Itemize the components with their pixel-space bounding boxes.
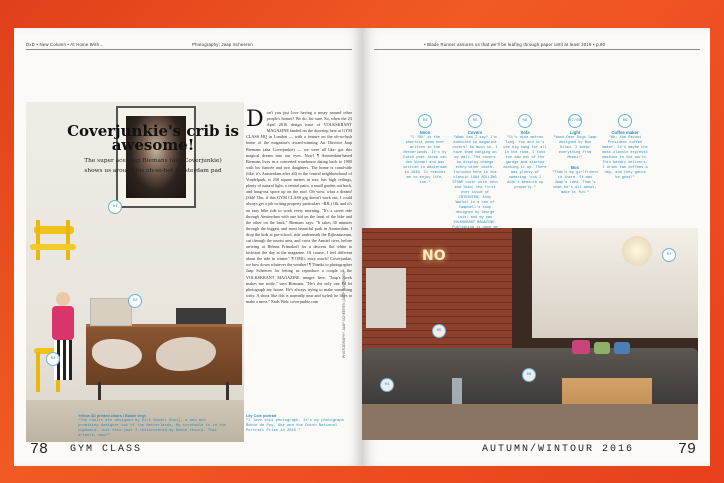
- sideboard-leg-left: [98, 382, 101, 400]
- caption-title: Sofa: [520, 130, 530, 135]
- page-number-left: 78: [30, 441, 49, 458]
- caption-portrait: [246, 414, 344, 434]
- cushion-blue: [614, 342, 630, 354]
- wooden-sideboard: [86, 324, 242, 385]
- issue-name: AUTUMN/WINTOUR 2016: [482, 444, 635, 455]
- left-running-head: DxD • New Column • At Home With…: [26, 42, 104, 47]
- photo-badge-icon: 06: [522, 368, 536, 382]
- floor: [362, 404, 698, 440]
- dropcap: D: [246, 107, 264, 132]
- caption-text: "Wood-Deer Dogs lamp designed by Ron Gilad. I swear everything from Moooi!": [553, 136, 597, 160]
- page-number-right: 79: [677, 441, 696, 458]
- caption-chairs-title: Yellow 3D printed chairs / Bowie vinyl: [78, 414, 146, 418]
- box-caption-title: Box: [570, 165, 580, 170]
- page-title: Coverjunkie's crib is awesome!: [67, 122, 239, 154]
- child-figure: [48, 292, 78, 382]
- yellow-3d-printed-chairs: [28, 220, 80, 264]
- ceiling-light: [622, 236, 652, 266]
- article-body: [246, 107, 352, 305]
- right-running-head: • Blade Runner assures us that we'll be leafing through paper until at least 2019 • p.80: [424, 42, 606, 47]
- window-light: [532, 228, 698, 338]
- vertical-photo-credit: PHOTOGRAPHY JAAP SCHEEREN (JAAP SCHEEREN): [342, 271, 346, 358]
- photo-badge-icon: 05: [432, 324, 446, 338]
- caption-portrait-text: "I love this photograph. It's my photograph Robin de Puy. She won the Dutch National Portrait Prize in 2015.": [246, 419, 344, 433]
- sideboard-leg-right: [226, 382, 229, 400]
- turntable: [176, 308, 226, 324]
- left-page: [14, 28, 362, 466]
- headline-block: [63, 124, 243, 176]
- subhead-line-2: shows us around his oh-so-hot Amsterdam pad: [84, 168, 222, 174]
- caption-badge-icon: 04: [418, 114, 432, 128]
- subhead-line-1: The super ace Jaap Biemans (aka Coverjunkie): [84, 158, 222, 164]
- article-body-text: on't you just love having a nosey around other people's homes? We do, for sure. So, when the 23 April 2016 design issue of VOLKSKRANT MAGAZINE landed on the doorstep here at GYM CLASS HQ in London — with a feature on the oh-so-lush home of the magazine's award-winning Art Director Jaap Biemans (aka Coverjunkie) — we were all like: got this magical dream into our eyes. Now! ¶ Amsterdam-based Biemans lives in a converted warehouse dating back to 1900 with his fiancée and two daughters. The home is canal-side (like, it's Amsterdam after all) in the central neighbourhood of Vondelpark, is 250 square metres in size, has high ceilings, plenty of natural light, a central patio, a small garden out back, and hang-out space up on the roof. Oh wow, what a dream! (Shh! Tbu, if this GYM CLASS gig doesn't work out, I could always get a job writing property particulars ~BJL) Oh, and it's an easy bike ride to work every morning. "It's a sweet ride through Amsterdam with one kid on the front of the bike and the other on the back," Biemans says. "It takes 30 minutes through the biggest and most beautiful park in Amsterdam. I drop the kids at pre-school, ride underneath the Rijksmuseum, cut through the tourist area, and cross the Amstel river, before arriving at Helena Primakoff for a descent flat white to kickstart the day at the magazine. Of course, I feel different about the ride in winter." ¶ OMG, envy much? Coverjunkie, we bow down whatever the weather! ¶ Thanks to photographer Jaap Scheeren for letting us reproduce a couple of the VOLKSKRANT MAGAZINE images here. "Jaap's work makes me smile," says Biemans. "He's the only one I'd let photograph my house. He's always trying to make something witty. A shoot like this is normally neat and styled; he likes to make a mess." Ends Web: coverjunkie.com: [246, 110, 352, 304]
- caption-chairs-text: "The chairs are designed by Dirk Vander Kooij, a new and promising designer out of the Netherlands. My turntable is in the cupboard. Just this year I rediscovered my Bowie record. That artwork, wow!": [78, 419, 227, 438]
- interior-photo: [362, 228, 698, 440]
- vinyl-records: [90, 298, 132, 326]
- header-rule: [374, 49, 700, 50]
- caption-text: "Ah, the Pavoni President coffee maker. It's maybe the most-classic espresso machine in the world. This beauty delivers. I drink two coffees a day, and they gotta be good!": [602, 136, 648, 180]
- caption-column-sofa: [502, 114, 548, 191]
- caption-badge-icon: 05: [468, 114, 482, 128]
- photography-credit-head: Photography: Jaap Scheeren: [192, 42, 253, 47]
- cushion-green: [594, 342, 610, 354]
- photo-badge-icon: 07: [662, 248, 676, 262]
- magazine-spread: [14, 28, 710, 466]
- caption-title: Covers: [467, 130, 483, 135]
- header-rule: [26, 49, 352, 50]
- section-name: GYM CLASS: [70, 444, 143, 455]
- box-caption-text: "That's my girlfriend in there. It was Jaap's idea. That's what he's all about, make it fun.": [552, 171, 598, 195]
- caption-badge-icon: 09: [618, 114, 632, 128]
- caption-badge-icon: 07/08: [568, 114, 582, 128]
- caption-badge-icon: 06: [518, 114, 532, 128]
- photo-badge-icon: 01: [108, 200, 122, 214]
- neon-sign: NO: [422, 248, 446, 264]
- caption-column-light: [552, 114, 598, 196]
- caption-chairs: [78, 414, 228, 439]
- caption-text: "It's nine metres long. You and it's one big hang for all in the room. I took the saw out of the garage and started messing it up. There was plenty of swearing 'cos I didn't measure up properly.": [503, 136, 547, 190]
- caption-title: Coffee maker: [611, 130, 639, 135]
- caption-text: "I 'NO' is the shortest poem ever written in the Netherlands. It's by Dutch poet Jacob van den Vondel and was written in Amsterdam in 1630. It reminds me to enjoy life, too.": [403, 136, 447, 185]
- photo-badge-icon: 03: [46, 352, 60, 366]
- caption-column-covers: [452, 114, 498, 236]
- caption-title: Light: [569, 130, 581, 135]
- caption-text: "What can I say? I'm addicted to magazine covers! So much so, I have them hanging on my wall. The covers on display change every other month. Included here is the classic 1984 ROLLING STONE cover with John and Yoko; the first ever issue of INTERVIEW, Andy Warhol in a can of Campbell's soup designed by George Lois; and my own VOLKSKRANT MAGAZINE.: [452, 136, 498, 225]
- photo-badge-icon: 02: [128, 294, 142, 308]
- cushion-pink: [572, 340, 590, 354]
- caption-title: Neon: [419, 130, 431, 135]
- photo-badge-icon: 04: [380, 378, 394, 392]
- caption-column-neon: [402, 114, 448, 186]
- caption-portrait-title: Lily Cole portrait: [246, 414, 277, 418]
- wall-covers: [366, 268, 406, 328]
- caption-column-coffee: [602, 114, 648, 181]
- right-page: [362, 28, 710, 466]
